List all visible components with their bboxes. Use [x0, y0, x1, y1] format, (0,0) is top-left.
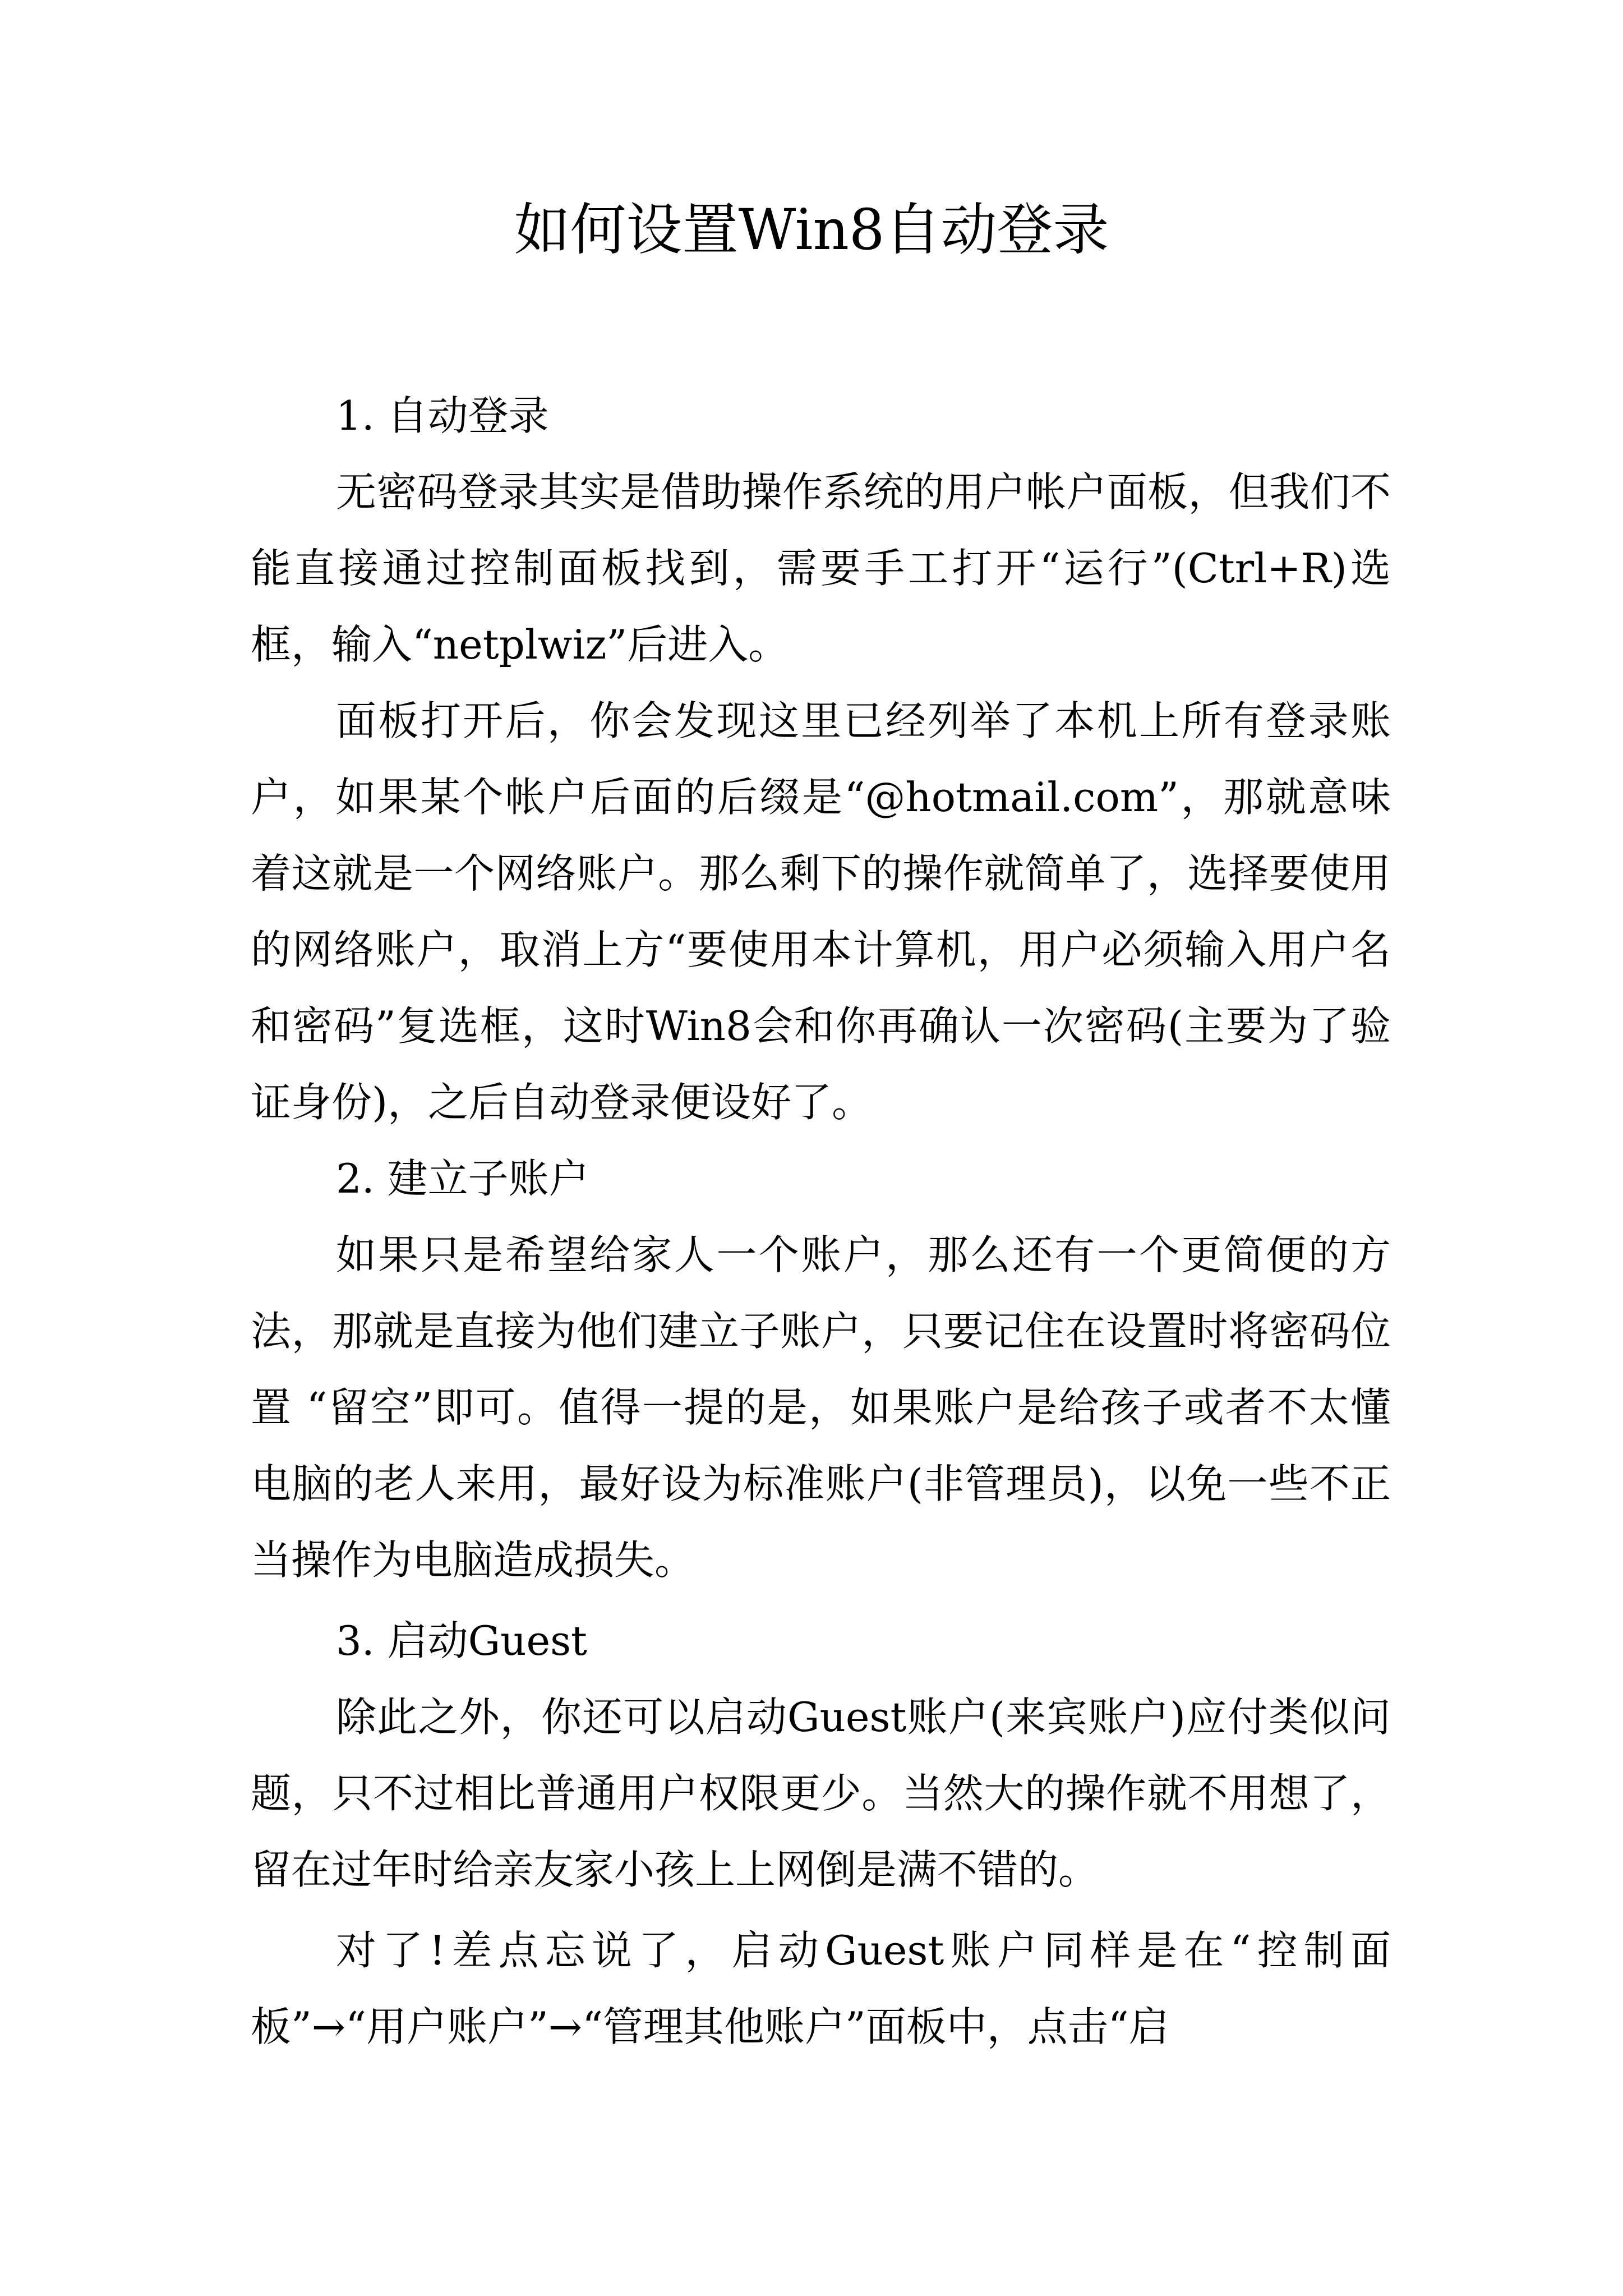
paragraph: 除此之外，你还可以启动Guest账户(来宾账户)应付类似问题，只不过相比普通用户权限更少。当然大的操作就不用想了，留在过年时给亲友家小孩上上网倒是满不错的。 [251, 1694, 1391, 1893]
paragraph: 面板打开后，你会发现这里已经列举了本机上所有登录账户，如果某个帐户后面的后缀是“@hotmail.com”，那就意味着这就是一个网络账户。那么剩下的操作就简单了，选择要使用的网络账户，取消上方“要使用本计算机，用户必须输入用户名和密码”复选框，这时Win8会和你再确认一次密码(主要为了验证身份)，之后自动登录便设好了。 [251, 697, 1391, 1126]
paragraph: 对了!差点忘说了，启动Guest账户同样是在“控制面板”→“用户账户”→“管理其他账户”面板中，点击“启 [251, 1927, 1391, 2050]
paragraph: 无密码登录其实是借助操作系统的用户帐户面板，但我们不能直接通过控制面板找到，需要手工打开“运行”(Ctrl+R)选框，输入“netplwiz”后进入。 [251, 468, 1391, 668]
section-heading: 3. 启动Guest [336, 1617, 587, 1664]
document-body [251, 378, 1391, 2065]
section-heading: 1. 自动登录 [336, 392, 549, 439]
paragraph: 如果只是希望给家人一个账户，那么还有一个更简便的方法，那就是直接为他们建立子账户，只要记住在设置时将密码位置 “留空”即可。值得一提的是，如果账户是给孩子或者不太懂电脑的老人来用，最好设为标准账户(非管理员)，以免一些不正当操作为电脑造成损失。 [251, 1231, 1391, 1584]
section-heading: 2. 建立子账户 [336, 1155, 589, 1202]
document-title: 如何设置Win8自动登录 [514, 197, 1109, 263]
